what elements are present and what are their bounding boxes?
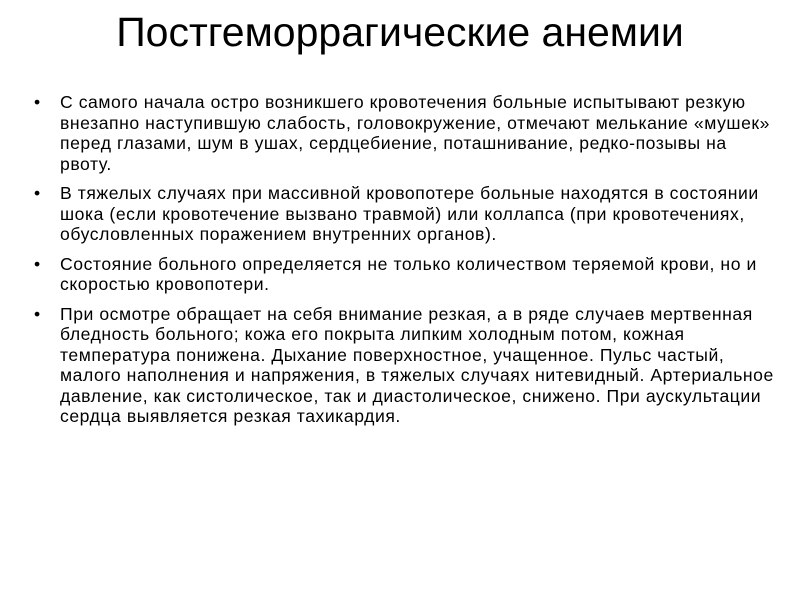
bullet-text: Состояние больного определяется не только количеством теряемой крови, но и скоростью кровопотери.: [60, 253, 757, 294]
bullet-marker: •: [34, 303, 41, 324]
bullet-text: В тяжелых случаях при массивной кровопотере больные находятся в состоянии шока (если кровотечение вызвано травмой) или коллапса (при кровотечениях, обусловленных поражением внутренних органов).: [60, 183, 759, 244]
bullet-marker: •: [34, 253, 41, 274]
bullet-item-1: [34, 92, 779, 174]
bullet-list: [34, 92, 779, 436]
bullet-marker: •: [34, 92, 41, 112]
bullet-text: При осмотре обращает на себя внимание резкая, а в ряде случаев мертвенная бледность больного; кожа его покрыта липким холодным потом, кожная температура понижена. Дыхание поверхностное, учащенное. Пульс частый, малого наполнения и напряжения, в тяжелых случаях нитевидный. Артериальное давление, как систолическое, так и диастолическое, снижено. При аускультации сердца выявляется резкая тахикардия.: [60, 303, 774, 426]
bullet-item-3: [34, 254, 779, 295]
bullet-text: С самого начала остро возникшего кровотечения больные испытывают резкую внезапно наступившую слабость, головокружение, отмечают мелькание «мушек» перед глазами, шум в ушах, сердцебиение, поташнивание, редко-позывы на рвоту.: [60, 92, 771, 174]
bullet-item-2: [34, 183, 779, 245]
bullet-item-4: [34, 304, 779, 427]
bullet-marker: •: [34, 183, 41, 203]
slide-title: Постгеморрагические анемии: [116, 9, 684, 55]
